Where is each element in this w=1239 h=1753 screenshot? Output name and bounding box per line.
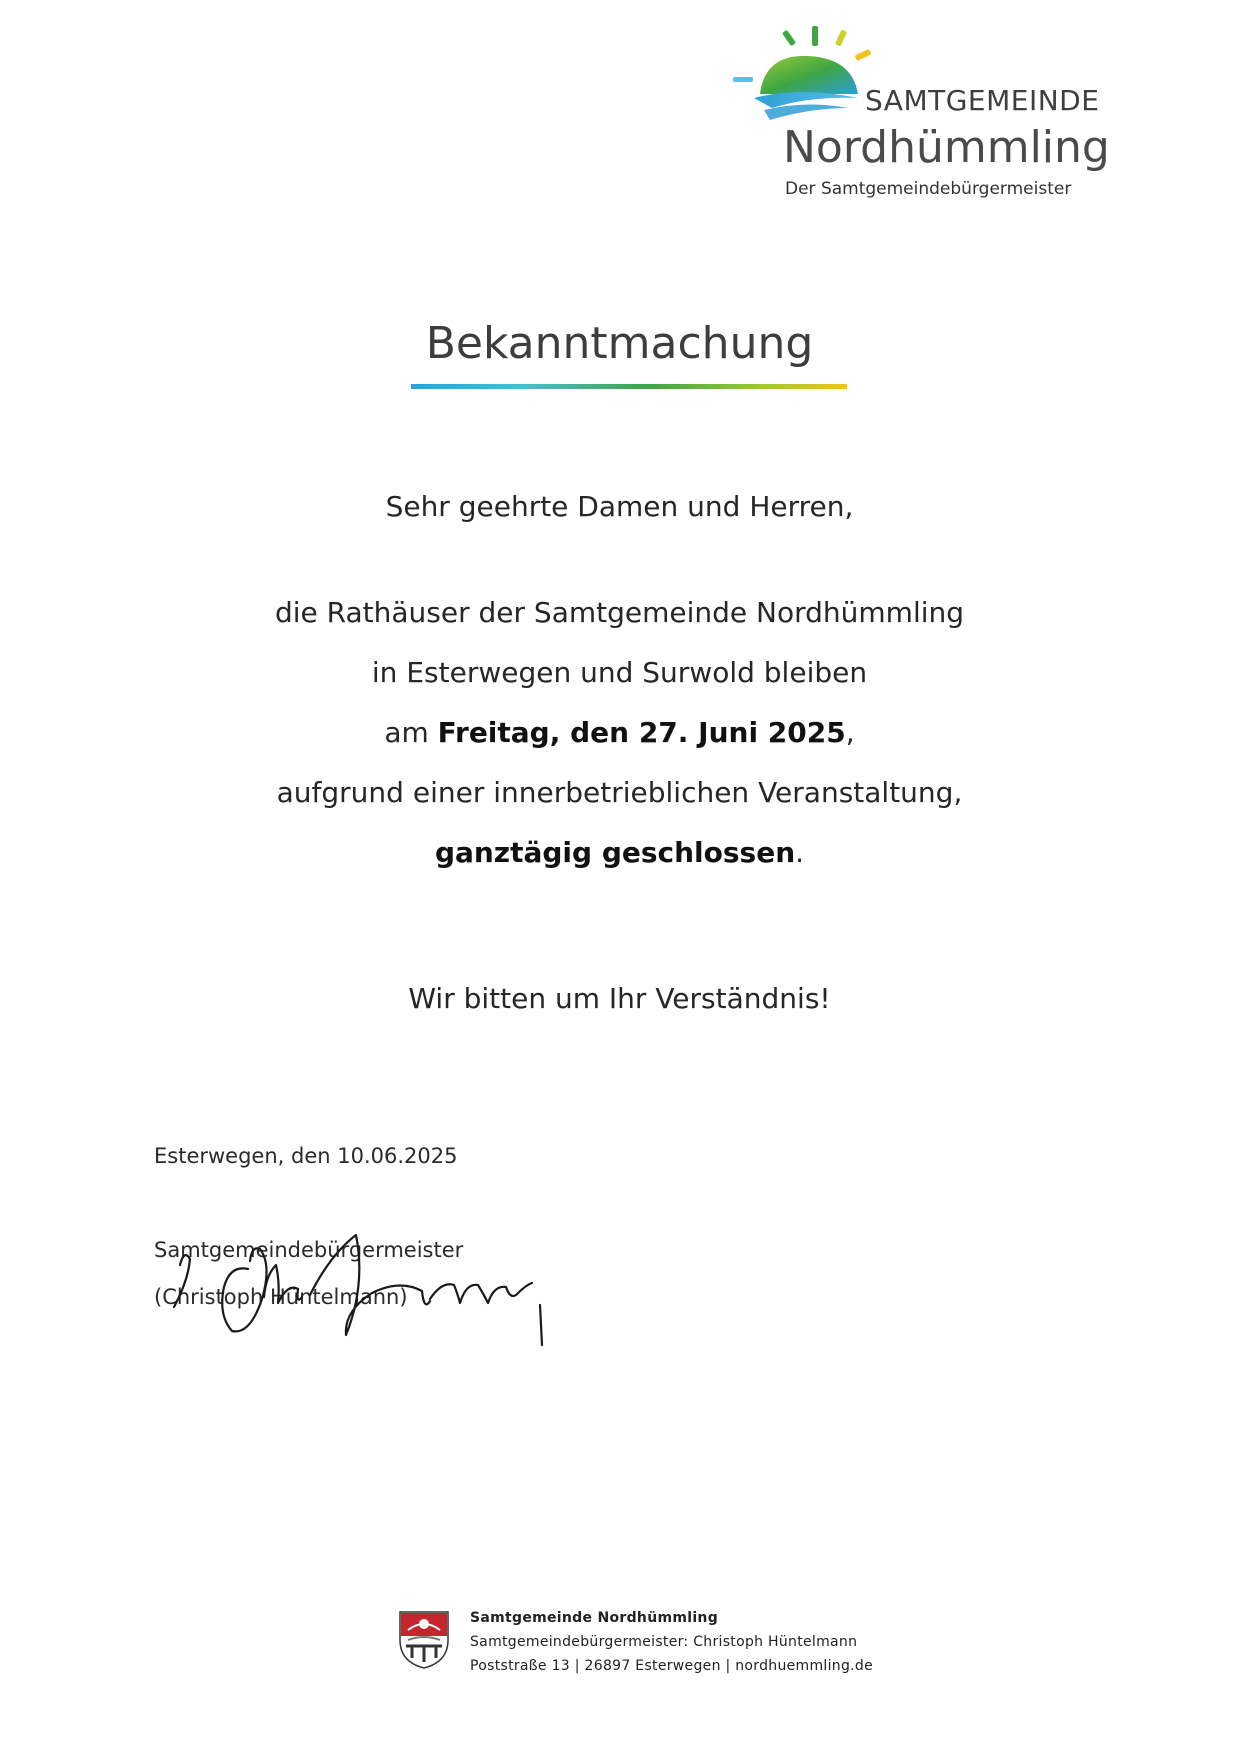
footer-address: Poststraße 13 | 26897 Esterwegen | nordhuemmling.de: [470, 1658, 874, 1674]
handwritten-signature: [160, 1225, 560, 1355]
greeting: Sehr geehrte Damen und Herren,: [385, 490, 854, 523]
title-underline: [411, 384, 847, 389]
body-line-3-prefix: am: [384, 716, 438, 749]
closure-date: Freitag, den 27. Juni 2025: [437, 716, 846, 749]
body-line-5-suffix: .: [795, 836, 805, 869]
body-line-3-suffix: ,: [845, 716, 855, 749]
logo-nordhuemmling-text: Nordhümmling: [783, 122, 1110, 173]
logo-subtitle: Der Samtgemeindebürgermeister: [785, 179, 1072, 199]
closure-notice: ganztägig geschlossen: [434, 836, 796, 869]
body-line-4: aufgrund einer innerbetrieblichen Veranstaltung,: [276, 776, 963, 809]
footer-org: Samtgemeinde Nordhümmling: [470, 1610, 719, 1626]
coat-of-arms-icon: [398, 1610, 450, 1670]
samtgemeinde-logo: [730, 22, 1110, 212]
closing-line: Wir bitten um Ihr Verständnis!: [408, 982, 831, 1015]
body-line-5: [0, 836, 1239, 869]
place-date: Esterwegen, den 10.06.2025: [154, 1144, 458, 1168]
body-line-2: in Esterwegen und Surwold bleiben: [371, 656, 868, 689]
signatory-role: Samtgemeindebürgermeister: [154, 1238, 464, 1262]
page-title: Bekanntmachung: [425, 318, 814, 369]
body-line-3: [0, 716, 1239, 749]
body-line-1: die Rathäuser der Samtgemeinde Nordhümmling: [274, 596, 965, 629]
footer-mayor: Samtgemeindebürgermeister: Christoph Hüntelmann: [470, 1634, 858, 1650]
logo-samtgemeinde-text: SAMTGEMEINDE: [865, 84, 1100, 117]
signatory-name: (Christoph Hüntelmann): [154, 1285, 408, 1309]
